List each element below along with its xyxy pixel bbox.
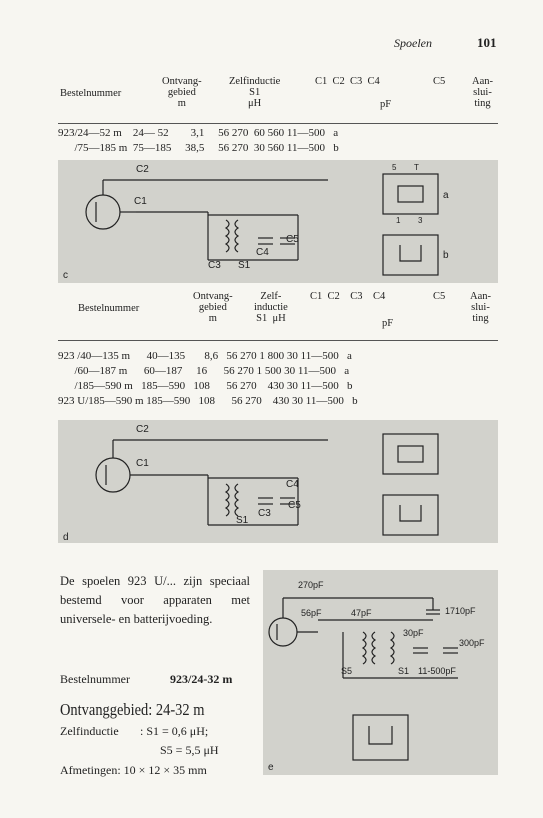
label-c2: C2: [136, 164, 149, 175]
label-30pf: 30pF: [403, 628, 424, 638]
label-s1: S1: [238, 260, 251, 271]
label-1710pf: 1710pF: [445, 606, 476, 616]
zelfinductie-s1: : S1 = 0,6 μH;: [140, 724, 209, 738]
label-s1: S1: [236, 515, 249, 526]
circuit-wiring: [96, 434, 438, 535]
table-1-rule: [58, 123, 498, 124]
pin-3: 3: [418, 216, 423, 225]
col-ontvang-header: Ontvang- gebied m: [193, 291, 233, 324]
table-row: 923 /40—135 m 40—135 8,6 56 270 1 800 30 11—500 a: [58, 350, 352, 362]
label-47pf: 47pF: [351, 608, 372, 618]
circuit-diagram-d: [58, 420, 498, 543]
col-bestel-header: Bestelnummer: [60, 88, 122, 99]
label-300pf: 300pF: [459, 638, 485, 648]
figure-label-d: d: [63, 532, 69, 543]
col-aansl-header: Aan- slui- ting: [470, 291, 491, 324]
section-title: Spoelen: [394, 36, 432, 50]
label-c5: C5: [286, 234, 299, 245]
zelfinductie-label: Zelfinductie: [60, 724, 119, 738]
col-zelf-header: Zelf- inductie S1 μH: [254, 291, 288, 324]
label-c5: C5: [288, 500, 301, 511]
label-c3: C3: [208, 260, 221, 271]
col-c5-header: C5: [433, 291, 446, 302]
label-c1: C1: [134, 196, 147, 207]
label-c1: C1: [136, 458, 149, 469]
pin-5: 5: [392, 163, 397, 172]
description-text: De spoelen 923 U/... zijn speciaal bestemd voor apparaten met universele- en batterijvoeding.: [60, 574, 250, 626]
label-c3: C3: [258, 508, 271, 519]
figure-label-e: e: [268, 762, 274, 773]
col-c5-header: C5: [433, 76, 446, 87]
table-2-rule: [58, 340, 498, 341]
page-number: 101: [477, 35, 497, 50]
col-zelf-header: Zelfinductie S1 μH: [229, 76, 281, 109]
col-aansl-header: Aan- slui- ting: [472, 76, 493, 109]
table-row: /185—590 m 185—590 108 56 270 430 30 11—500 b: [58, 380, 353, 392]
ontvanggebied-heading: Ontvanggebied: 24-32 m: [60, 700, 205, 719]
pin-t: T: [414, 163, 419, 172]
table-row: 923/24—52 m 24— 52 3,1 56 270 60 560 11—500 a: [58, 127, 339, 139]
bestelnummer-label: Bestelnummer: [60, 672, 130, 686]
label-s5: S5: [341, 666, 353, 676]
table-row: /60—187 m 60—187 16 56 270 1 500 30 11—500 a: [58, 365, 350, 377]
col-bestel-header: Bestelnummer: [78, 303, 140, 314]
pin-1: 1: [396, 216, 401, 225]
circuit-diagram-c: [58, 160, 498, 283]
col-pf-header: pF: [380, 99, 392, 110]
afmetingen: Afmetingen: 10 × 12 × 35 mm: [60, 763, 207, 777]
variant-a-label: a: [443, 190, 449, 201]
variant-b-label: b: [443, 250, 449, 261]
circuit-diagram-e: [263, 570, 498, 775]
label-c2: C2: [136, 424, 149, 435]
zelfinductie-s5: S5 = 5,5 μH: [160, 743, 219, 757]
bestelnummer-value: 923/24-32 m: [170, 672, 233, 686]
col-pf-header: pF: [382, 318, 394, 329]
table-row: /75—185 m 75—185 38,5 56 270 30 560 11—500 b: [58, 142, 339, 154]
label-c4: C4: [286, 479, 299, 490]
label-270pf: 270pF: [298, 580, 324, 590]
label-56pf: 56pF: [301, 608, 322, 618]
col-ontvang-header: Ontvang- gebied m: [162, 76, 202, 109]
circuit-wiring: [269, 598, 458, 760]
col-caps-header: C1 C2 C3 C4: [315, 76, 380, 87]
label-s1: S1: [398, 666, 410, 676]
label-11-500pf: 11-500pF: [418, 666, 456, 676]
col-caps-header: C1 C2 C3 C4: [310, 291, 386, 302]
label-c4: C4: [256, 247, 269, 258]
table-row: 923 U/185—590 m 185—590 108 56 270 430 30 11—500 b: [58, 395, 358, 407]
figure-label-c: c: [63, 270, 68, 281]
circuit-wiring: [86, 174, 438, 275]
